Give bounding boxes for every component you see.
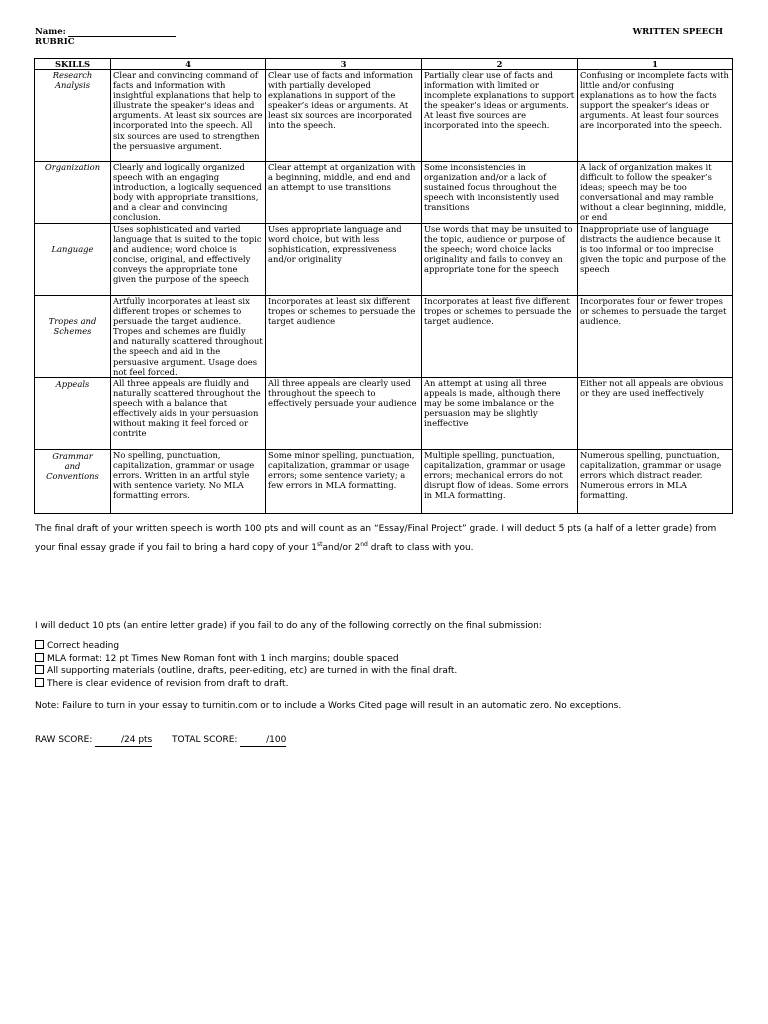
rubric-cell: Incorporates at least six different tropes or schemes to persuade the target audience: [266, 296, 422, 378]
skill-label: Appeals: [35, 377, 111, 449]
document-header: [35, 27, 723, 49]
final-draft-text-3: draft to class with you.: [367, 543, 474, 553]
rubric-row-research-analysis: [35, 70, 733, 162]
final-draft-text-2: and/or 2: [322, 543, 361, 553]
rubric-row-language: [35, 224, 733, 296]
ordinal-suffix-first: st: [317, 541, 323, 548]
checklist-label: All supporting materials (outline, drafts, peer-editing, etc) are turned in with the final draft.: [47, 666, 458, 676]
deduction-intro: I will deduct 10 pts (an entire letter grade) if you fail to do any of the following correctly on the final submission:: [35, 621, 542, 631]
skill-label: Organization: [35, 162, 111, 224]
rubric-cell: All three appeals are clearly used throughout the speech to effectively persuade your audience: [266, 377, 422, 449]
rubric-cell: A lack of organization makes it difficult to follow the speaker’s ideas; speech may be too conversational and may ramble without a clear beginning, middle, or end: [578, 162, 733, 224]
checklist-item: [35, 653, 735, 666]
skill-label: Tropes and Schemes: [35, 296, 111, 378]
rubric-cell: All three appeals are fluidly and naturally scattered throughout the speech with a balance that effectively aids in your persuasion without making it feel forced or contrite: [111, 377, 266, 449]
rubric-row-grammar-and-conventions: [35, 449, 733, 513]
total-score-denominator: /100: [240, 735, 286, 747]
rubric-cell: Some inconsistencies in organization and/or a lack of sustained focus throughout the speech with inconsistently used transitions: [422, 162, 578, 224]
rubric-row-appeals: [35, 377, 733, 449]
column-header-4: 4: [111, 59, 266, 70]
rubric-row-tropes-and-schemes: [35, 296, 733, 378]
name-label: Name:: [35, 27, 66, 37]
name-blank-line: [68, 27, 176, 37]
column-header-1: 1: [578, 59, 733, 70]
rubric-cell: Clear use of facts and information with partially developed explanations in support of the speaker’s ideas or arguments. At least six sources are incorporated into the speech.: [266, 70, 422, 162]
raw-score-denominator: /24 pts: [95, 735, 152, 747]
rubric-header-row: [35, 59, 733, 70]
raw-score-label: RAW SCORE:: [35, 735, 93, 745]
final-draft-note: [35, 522, 735, 556]
rubric-cell: Numerous spelling, punctuation, capitalization, grammar or usage errors which distract reader. Numerous errors in MLA formatting.: [578, 449, 733, 513]
rubric-cell: An attempt at using all three appeals is made, although there may be some imbalance or the persuasion may be slightly ineffective: [422, 377, 578, 449]
rubric-row-organization: [35, 162, 733, 224]
turnitin-note: Note: Failure to turn in your essay to turnitin.com or to include a Works Cited page will result in an automatic zero. No exceptions.: [35, 701, 622, 711]
checklist-label: Correct heading: [47, 641, 120, 651]
rubric-cell: Incorporates four or fewer tropes or schemes to persuade the target audience.: [578, 296, 733, 378]
checklist-label: MLA format: 12 pt Times New Roman font with 1 inch margins; double spaced: [47, 653, 399, 664]
rubric-cell: Uses sophisticated and varied language that is suited to the topic and audience; word choice is concise, original, and effectively conveys the appropriate tone given the purpose of the speech: [111, 224, 266, 296]
rubric-cell: Clearly and logically organized speech with an engaging introduction, a logically sequenced body with appropriate transitions, and a clear and convincing conclusion.: [111, 162, 266, 224]
checklist-item: [35, 640, 735, 653]
checkbox-icon: [35, 640, 44, 649]
column-header-3: 3: [266, 59, 422, 70]
rubric-cell: Inappropriate use of language distracts the audience because it is too informal or too imprecise given the topic and purpose of the speech: [578, 224, 733, 296]
checklist-label: There is clear evidence of revision from draft to draft.: [47, 678, 289, 689]
checkbox-icon: [35, 678, 44, 687]
checklist-item: [35, 678, 735, 691]
rubric-cell: Some minor spelling, punctuation, capitalization, grammar or usage errors; some sentence variety; a few errors in MLA formatting.: [266, 449, 422, 513]
checklist-item: [35, 665, 735, 678]
rubric-cell: Clear attempt at organization with a beginning, middle, and end and an attempt to use transitions: [266, 162, 422, 224]
rubric-cell: Clear and convincing command of facts and information with insightful explanations that help to illustrate the speaker’s ideas and arguments. At least six sources are incorporated into the speech. All six sources are used to strengthen the persuasive argument.: [111, 70, 266, 162]
rubric-cell: Either not all appeals are obvious or they are used ineffectively: [578, 377, 733, 449]
checkbox-icon: [35, 665, 44, 674]
rubric-cell: Incorporates at least five different tropes or schemes to persuade the target audience.: [422, 296, 578, 378]
ordinal-suffix-second: nd: [360, 541, 368, 548]
document-title: WRITTEN SPEECH: [632, 27, 723, 37]
column-header-skills: SKILLS: [35, 59, 111, 70]
score-row: [35, 735, 286, 747]
skill-label: Grammar and Conventions: [35, 449, 111, 513]
skill-label: Language: [35, 224, 111, 296]
rubric-cell: Multiple spelling, punctuation, capitalization, grammar or usage errors; mechanical errors do not disrupt flow of ideas. Some errors in MLA formatting.: [422, 449, 578, 513]
total-score-label: TOTAL SCORE:: [172, 735, 238, 745]
rubric-table: [34, 58, 733, 514]
final-draft-text: The final draft of your written speech is worth 100 pts and will count as an “Essay/Final Project” grade. I will deduct 5 pts (a half of a letter grade) from your final essay grade if you fail to bring a hard copy of your 1: [35, 524, 717, 553]
rubric-cell: Partially clear use of facts and information with limited or incomplete explanations to support the speaker’s ideas or arguments. At least five sources are incorporated into the speech.: [422, 70, 578, 162]
rubric-cell: Artfully incorporates at least six different tropes or schemes to persuade the target audience. Tropes and schemes are fluidly and naturally scattered throughout the speech and aid in the persuasive argument. Usage does not feel forced.: [111, 296, 266, 378]
checkbox-icon: [35, 653, 44, 662]
submission-checklist: [35, 640, 735, 690]
rubric-cell: Uses appropriate language and word choice, but with less sophistication, expressiveness and/or originality: [266, 224, 422, 296]
rubric-cell: No spelling, punctuation, capitalization, grammar or usage errors. Written in an artful style with sentence variety. No MLA formatting errors.: [111, 449, 266, 513]
skill-label: Research Analysis: [35, 70, 111, 162]
rubric-label: RUBRIC: [35, 37, 75, 47]
name-field: [35, 27, 176, 37]
column-header-2: 2: [422, 59, 578, 70]
rubric-cell: Confusing or incomplete facts with little and/or confusing explanations as to how the facts support the speaker’s ideas or arguments. At least four sources are incorporated into the speech.: [578, 70, 733, 162]
rubric-cell: Use words that may be unsuited to the topic, audience or purpose of the speech; word choice lacks originality and fails to convey an appropriate tone for the speech: [422, 224, 578, 296]
